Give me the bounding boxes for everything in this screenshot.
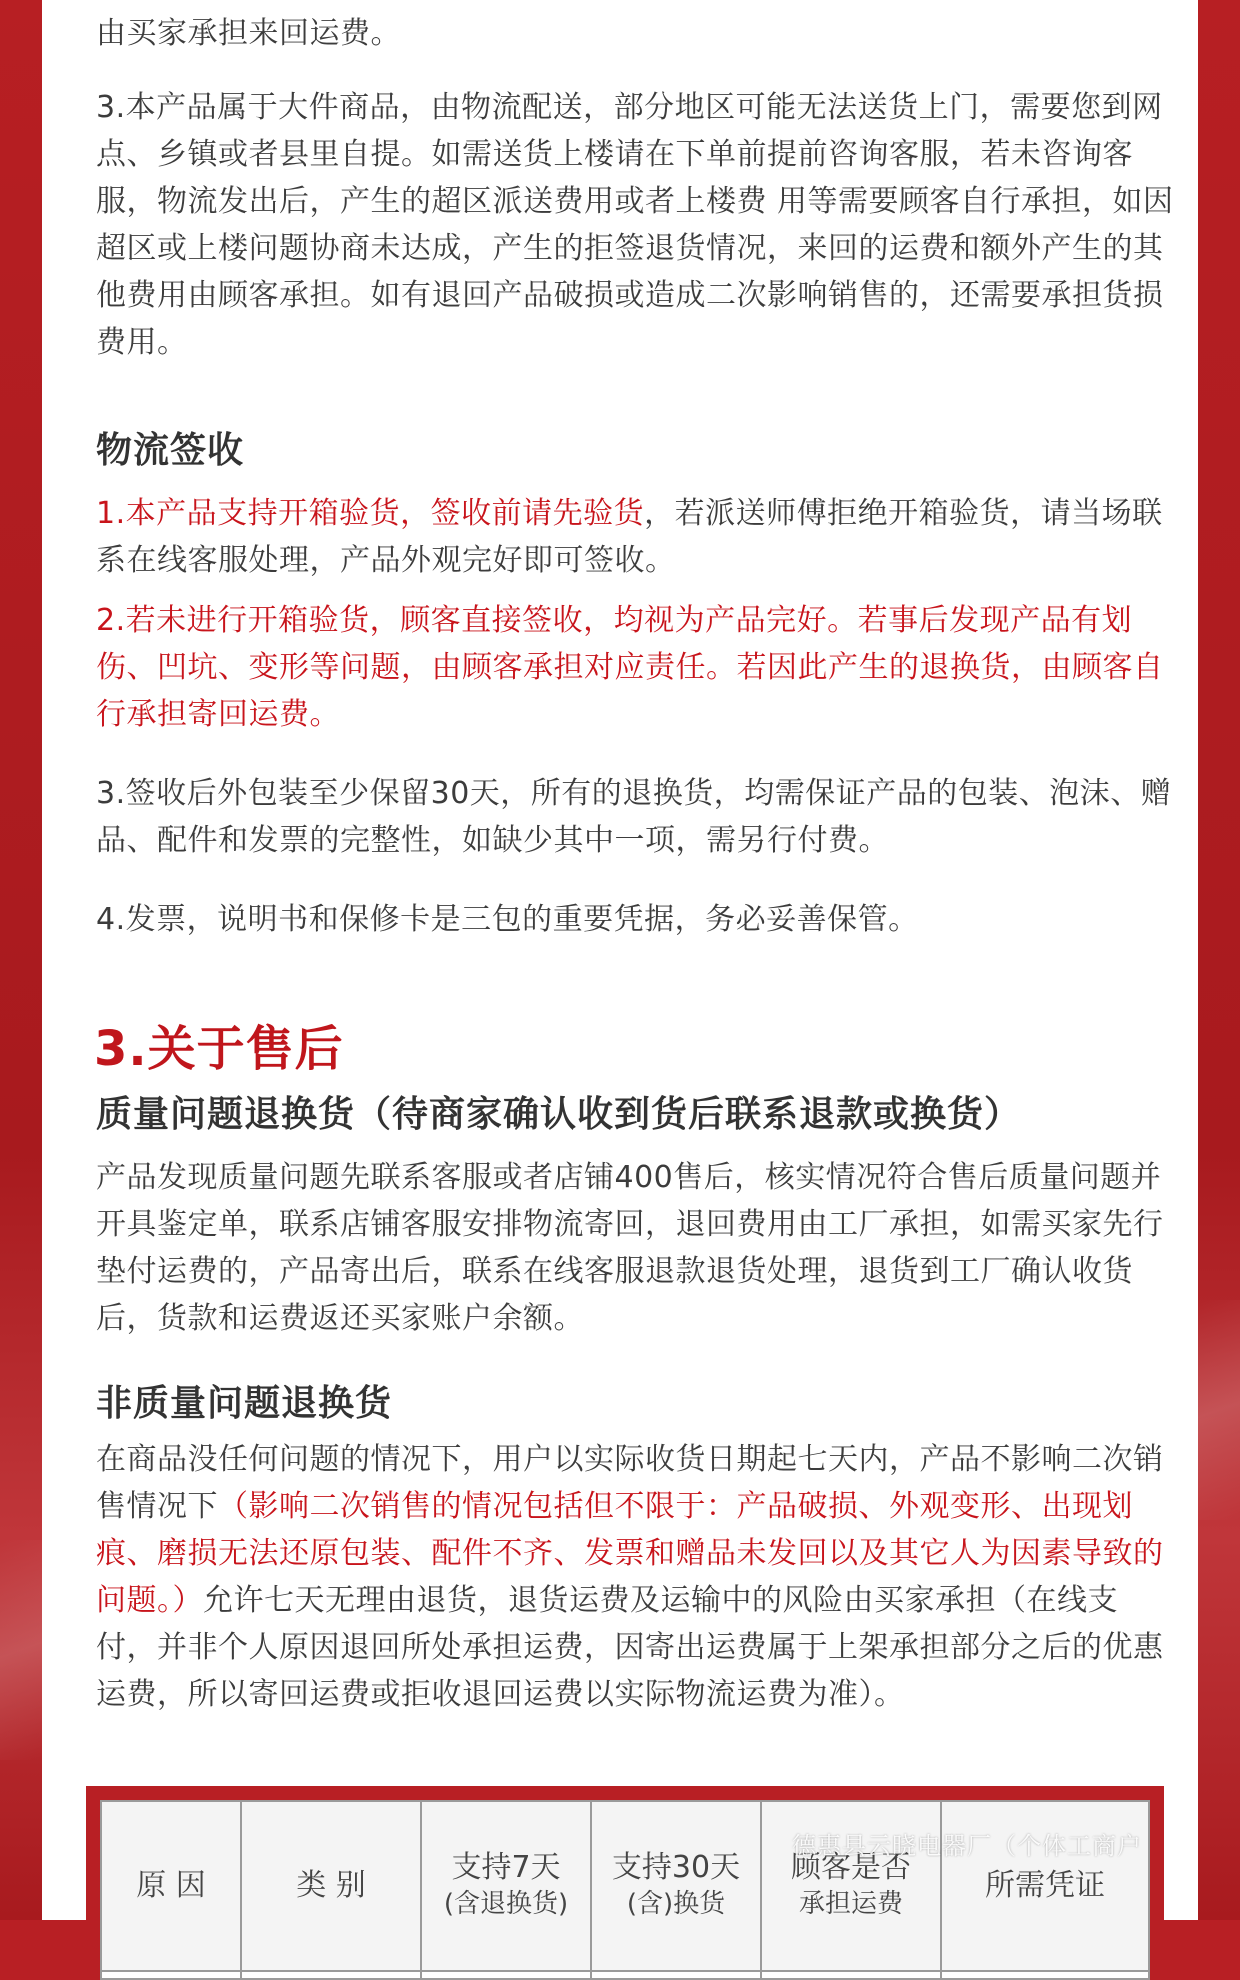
logistics-item-1-highlight: 1.本产品支持开箱验货，签收前请先验货	[96, 496, 645, 531]
logistics-title: 物流签收	[96, 430, 245, 471]
col-header-shipping: 顾客是否 承担运费	[761, 1801, 941, 1971]
shop-watermark: 德惠县云晓电器厂（个体工商户	[792, 1832, 1142, 1860]
prev-paragraph-3: 3.本产品属于大件商品，由物流配送，部分地区可能无法送货上门，需要您到网点、乡镇或者县里自提。如需送货上楼请在下单前提前咨询客服，若未咨询客服，物流发出后，产生的超区派送费用或者上楼费 用等需要顾客自行承担，如因超区或上楼问题协商未达成，产生的拒签退货情况，来回的运费和额外产生的其他费用由顾客承担。如有退回产品破损或造成二次影响销售的，还需要承担货损费用。	[96, 90, 1174, 360]
nonquality-text-highlight: （影响二次销售的情况包括但不限于：产品破损、外观变形、出现划痕、磨损无法还原包装、配件不齐、发票和赠品未发回以及其它人为因素导致的问题。）	[96, 1489, 1164, 1618]
right-frame	[1198, 0, 1240, 1920]
logistics-item-2: 2.若未进行开箱验货，顾客直接签收，均视为产品完好。若事后发现产品有划伤、凹坑、变形等问题，由顾客承担对应责任。若因此产生的退换货，由顾客自行承担寄回运费。	[96, 603, 1164, 732]
prev-paragraph-tail: 由买家承担来回运费。	[96, 16, 401, 51]
quality-returns-title: 质量问题退换货（待商家确认收到货后联系退款或换货）	[96, 1094, 1022, 1135]
col-header-category: 类 别	[241, 1801, 421, 1971]
logistics-item-3: 3.签收后外包装至少保留30天，所有的退换货，均需保证产品的包装、泡沫、赠品、配件和发票的完整性，如缺少其中一项，需另行付费。	[96, 776, 1172, 858]
nonquality-text-b: 允许七天无理由退货，退货运费及运输中的风险由买家承担（在线支付，并非个人原因退回所处承担运费，因寄出运费属于上架承担部分之后的优惠运费，所以寄回运费或拒收退回运费以实际物流运费为准）。	[96, 1583, 1164, 1712]
nonquality-returns-text	[96, 1436, 1176, 1718]
logistics-item-4: 4.发票，说明书和保修卡是三包的重要凭据，务必妥善保管。	[96, 902, 919, 937]
quality-returns-text: 产品发现质量问题先联系客服或者店铺400售后，核实情况符合售后质量问题并开具鉴定单，联系店铺客服安排物流寄回，退回费用由工厂承担，如需买家先行垫付运费的，产品寄出后，联系在线客服退款退货处理，退货到工厂确认收货后，货款和运费返还买家账户余额。	[96, 1160, 1164, 1336]
col-header-7day: 支持7天 (含退换货)	[421, 1801, 591, 1971]
logistics-item-1	[96, 490, 1176, 584]
logistics-item-1-rest: ，若派送师傅拒绝开箱验货，请当场联系在线客服处理，产品外观完好即可签收。	[96, 496, 1163, 578]
aftersale-heading: 3.关于售后	[94, 1021, 344, 1077]
nonquality-text-a: 在商品没任何问题的情况下，用户以实际收货日期起七天内，产品不影响二次销售情况下	[96, 1442, 1164, 1524]
col-header-30day: 支持30天 (含)换货	[591, 1801, 761, 1971]
nonquality-returns-title: 非质量问题退换货	[96, 1383, 393, 1424]
left-frame	[0, 0, 42, 1920]
col-header-reason: 原 因	[101, 1801, 241, 1971]
table-row	[101, 1971, 1149, 1979]
col-header-proof: 所需凭证	[941, 1801, 1149, 1971]
